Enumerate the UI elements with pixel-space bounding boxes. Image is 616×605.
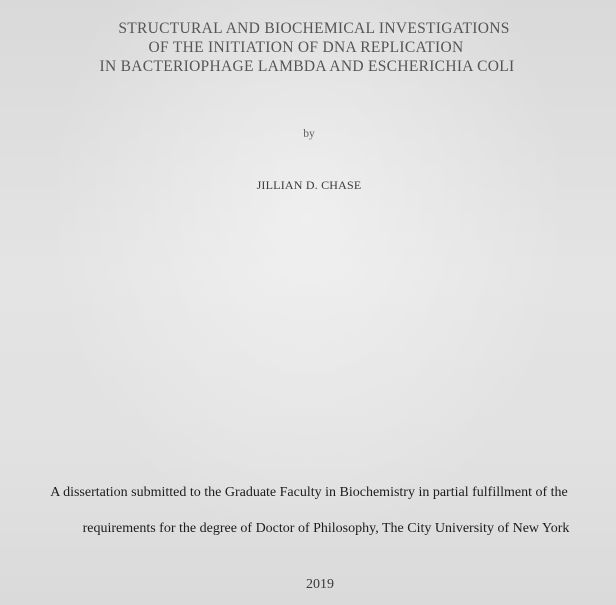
description-line-1: A dissertation submitted to the Graduate Faculty in Biochemistry in partial fulfillment of the [50, 485, 568, 500]
description-line-2: requirements for the degree of Doctor of Philosophy, The City University of New York [82, 521, 570, 536]
title-line-3: IN BACTERIOPHAGE LAMBDA AND ESCHERICHIA COLI [99, 58, 515, 75]
submission-year: 2019 [306, 577, 334, 592]
by-label: by [303, 128, 315, 140]
title-line-2: OF THE INITIATION OF DNA REPLICATION [148, 39, 464, 56]
author-name: JILLIAN D. CHASE [256, 178, 362, 192]
title-line-1: STRUCTURAL AND BIOCHEMICAL INVESTIGATIONS [118, 20, 510, 37]
